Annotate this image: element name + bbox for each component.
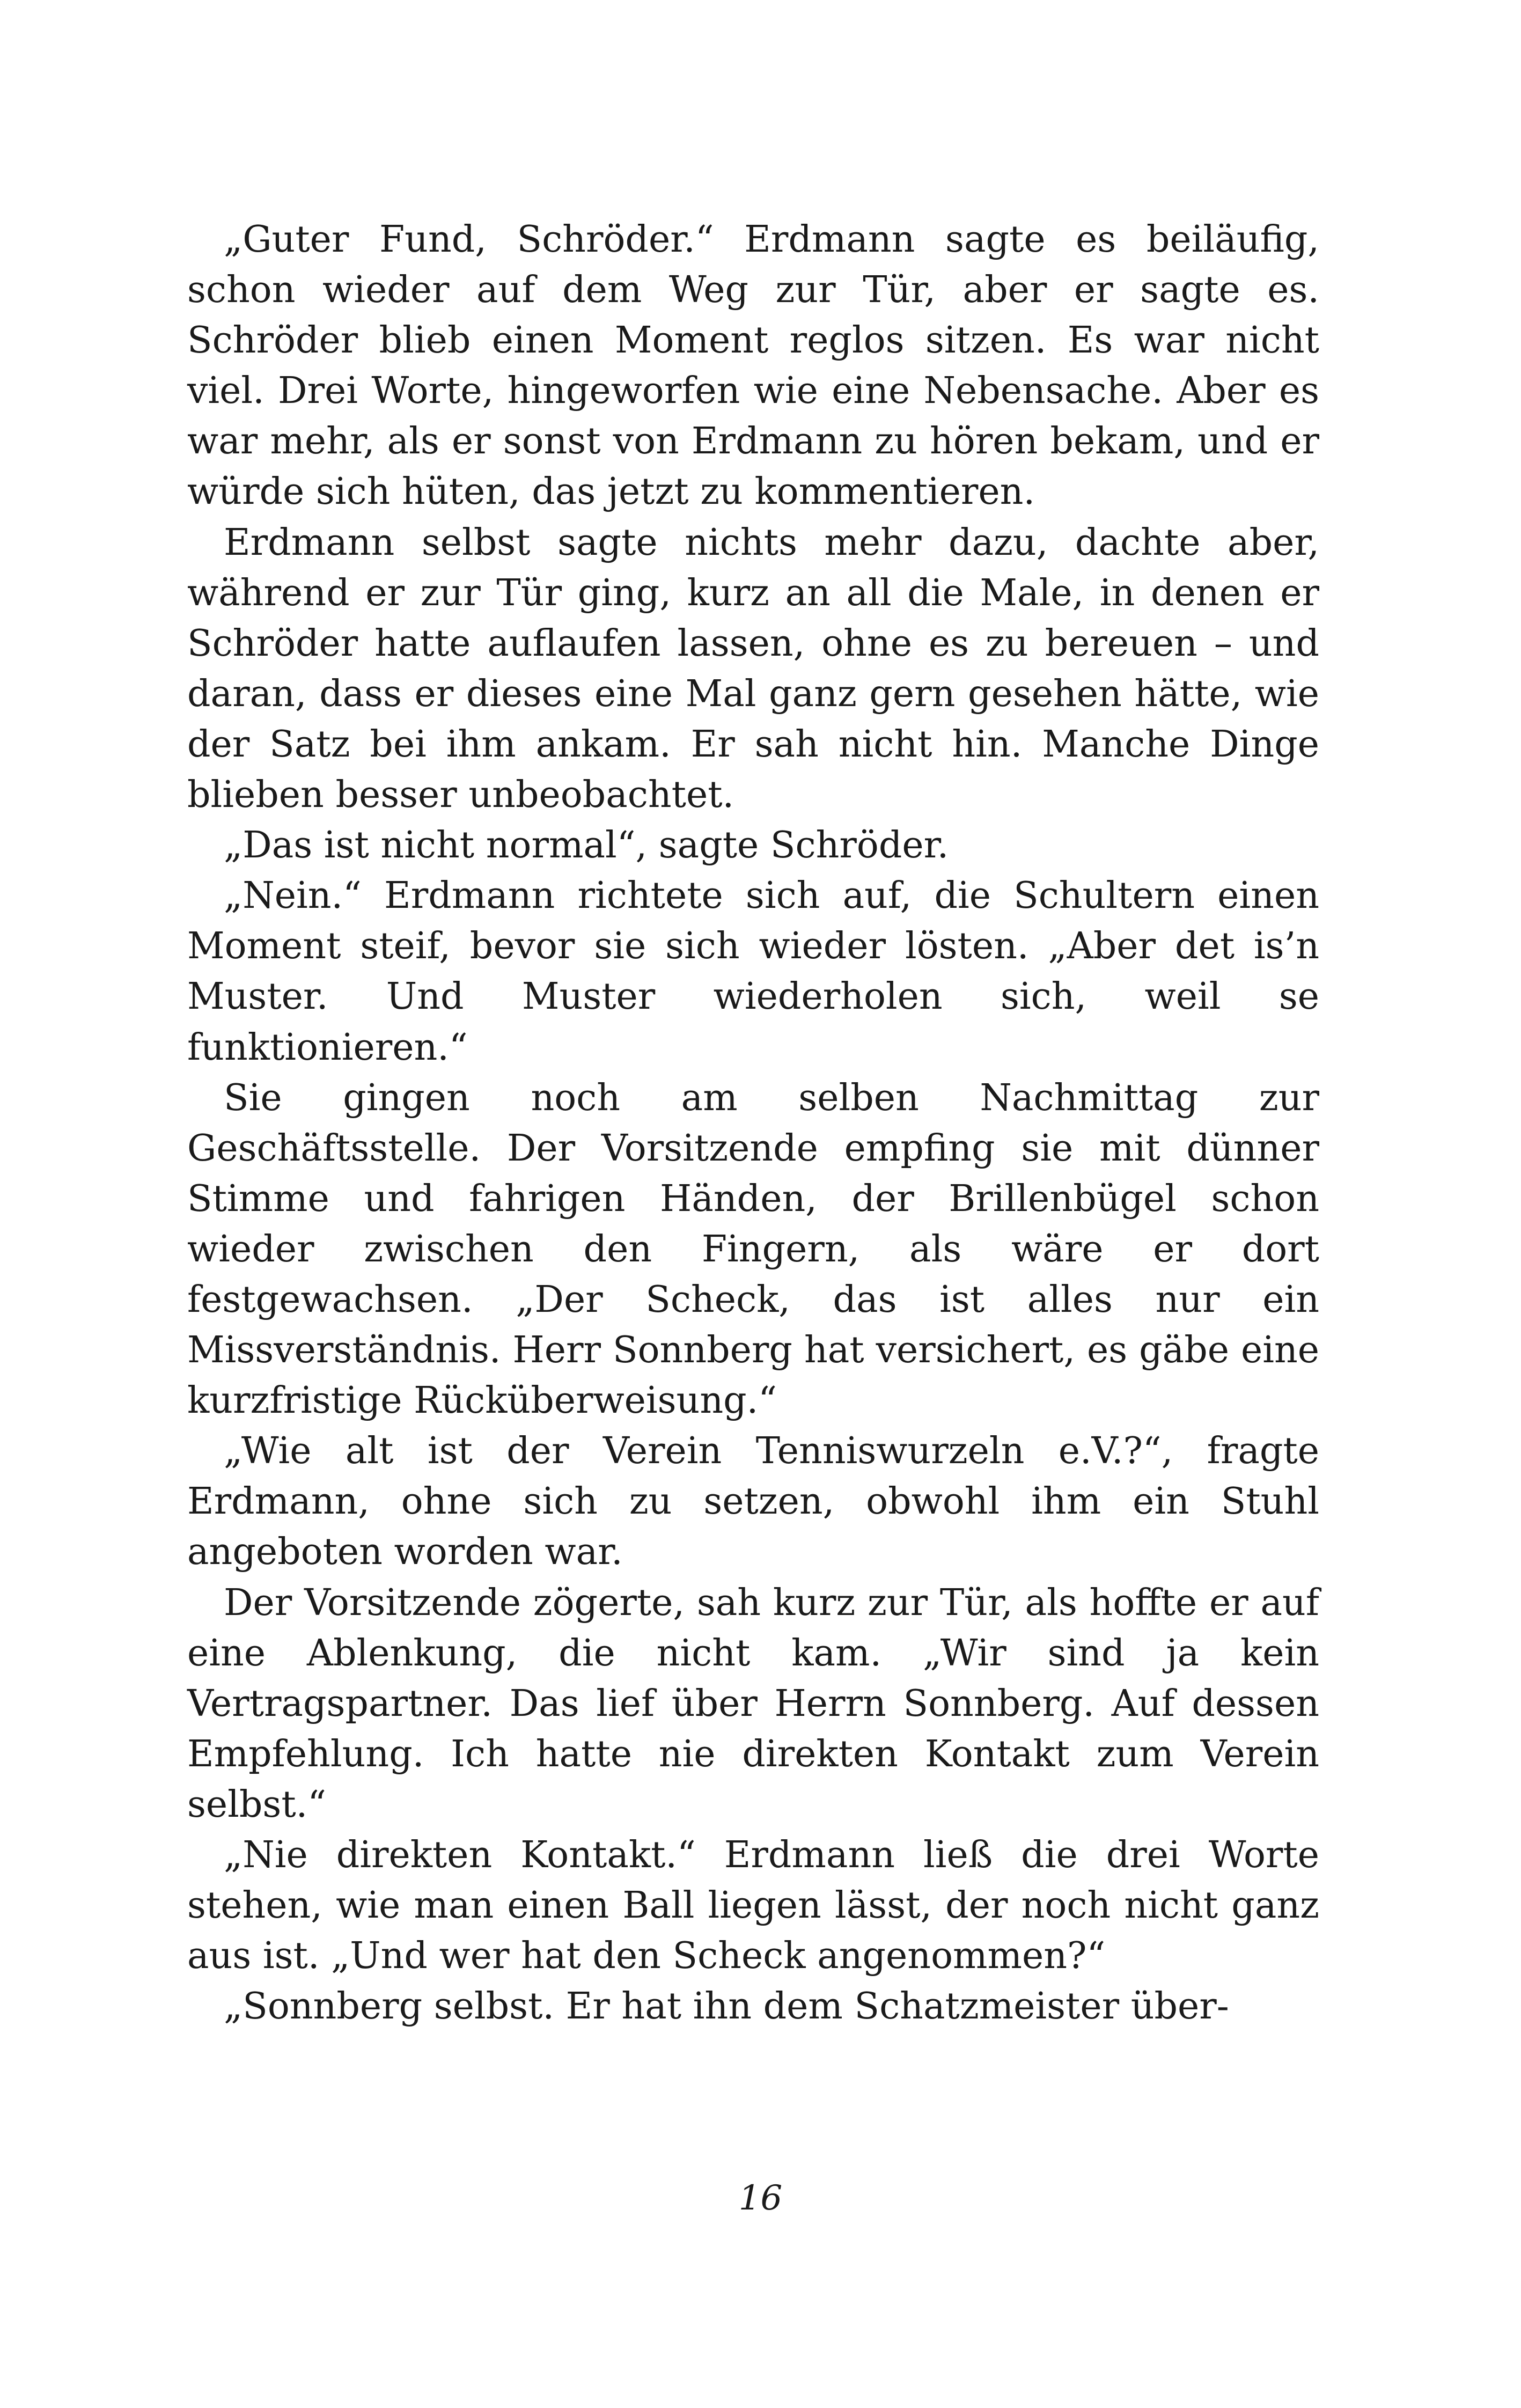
page-number: 16 <box>738 2178 783 2218</box>
paragraph-7: Der Vorsitzende zögerte, sah kurz zur Tür, als hoffte er auf eine Ablenkung, die nicht kam. „Wir sind ja kein Vertragspartner. Das lief über Herrn Sonnberg. Auf dessen Empfehlung. Ich hatte nie direkten Kontakt zum Verein selbst.“ <box>187 1581 1319 1826</box>
book-page-text <box>187 215 1319 2032</box>
paragraph-6: „Wie alt ist der Verein Tenniswurzeln e.V.?“, fragte Erdmann, ohne sich zu setzen, obwohl ihm ein Stuhl angeboten worden war. <box>187 1430 1319 1574</box>
paragraph-2: Erdmann selbst sagte nichts mehr dazu, dachte aber, während er zur Tür ging, kurz an all die Male, in denen er Schröder hatte auflaufen lassen, ohne es zu bereuen – und daran, dass er dieses eine Mal ganz gern gesehen hätte, wie der Satz bei ihm ankam. Er sah nicht hin. Manche Dinge blieben besser unbeobachtet. <box>187 521 1319 817</box>
paragraph-5: Sie gingen noch am selben Nachmittag zur Geschäftsstelle. Der Vorsitzende empfing sie mit dünner Stimme und fahrigen Händen, der Brillenbügel schon wieder zwischen den Fingern, als wäre er dort festgewachsen. „Der Scheck, das ist alles nur ein Missverständnis. Herr Sonnberg hat versichert, es gäbe eine kurzfristige Rücküberweisung.“ <box>187 1076 1319 1422</box>
paragraph-8: „Nie direkten Kontakt.“ Erdmann ließ die drei Worte stehen, wie man einen Ball liegen lässt, der noch nicht ganz aus ist. „Und wer hat den Scheck angenommen?“ <box>187 1834 1319 1978</box>
paragraph-1: „Guter Fund, Schröder.“ Erdmann sagte es beiläufig, schon wieder auf dem Weg zur Tür, aber er sagte es. Schröder blieb einen Moment reglos sitzen. Es war nicht viel. Drei Worte, hingeworfen wie eine Nebensache. Aber es war mehr, als er sonst von Erdmann zu hören bekam, und er würde sich hüten, das jetzt zu kommentieren. <box>187 218 1319 513</box>
paragraph-4: „Nein.“ Erdmann richtete sich auf, die Schultern einen Moment steif, bevor sie sich wieder lösten. „Aber det is’n Muster. Und Muster wiederholen sich, weil se funktionieren.“ <box>187 875 1319 1069</box>
paragraph-3: „Das ist nicht normal“, sagte Schröder. <box>224 824 949 867</box>
paragraph-9: „Sonnberg selbst. Er hat ihn dem Schatzmeister über- <box>224 1985 1229 2028</box>
